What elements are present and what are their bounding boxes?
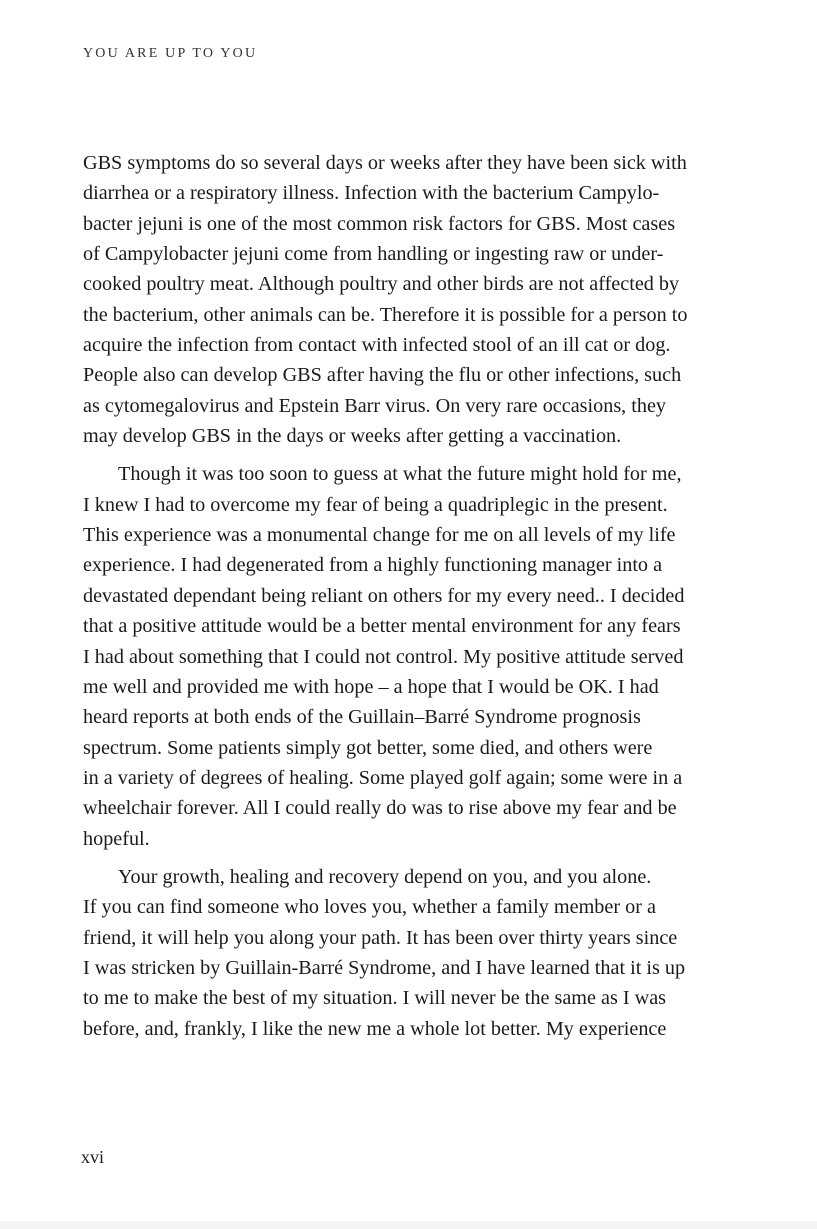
text-line: I knew I had to overcome my fear of being a quadriplegic in the present. — [83, 493, 668, 516]
text-line: If you can find someone who loves you, whether a family member or a — [83, 896, 656, 919]
bottom-edge-shade — [0, 1221, 817, 1229]
text-line: I was stricken by Guillain-Barré Syndrome, and I have learned that it is up — [83, 956, 686, 979]
text-line: devastated dependant being reliant on others for my every need.. I decided — [83, 584, 685, 607]
text-line: acquire the infection from contact with infected stool of an ill cat or dog. — [83, 334, 671, 357]
text-line: may develop GBS in the days or weeks after getting a vaccination. — [83, 425, 622, 448]
text-line: me well and provided me with hope – a hope that I would be OK. I had — [83, 675, 659, 698]
text-line: I had about something that I could not control. My positive attitude served — [83, 645, 684, 668]
text-line: hopeful. — [83, 827, 150, 850]
text-line: that a positive attitude would be a better mental environment for any fears — [83, 615, 681, 638]
text-line: diarrhea or a respiratory illness. Infection with the bacterium Campylo- — [83, 182, 660, 205]
text-line: Though it was too soon to guess at what the future might hold for me, — [118, 463, 682, 486]
text-line: GBS symptoms do so several days or weeks after they have been sick with — [83, 152, 687, 174]
text-line: spectrum. Some patients simply got better, some died, and others were — [83, 736, 653, 759]
paragraph-2 — [83, 459, 723, 853]
paragraph-1 — [83, 148, 723, 451]
paragraph-3 — [83, 862, 723, 1044]
text-line: of Campylobacter jejuni come from handling or ingesting raw or under- — [83, 243, 664, 266]
text-line: Your growth, healing and recovery depend on you, and you alone. — [118, 865, 652, 888]
text-line: heard reports at both ends of the Guillain–Barré Syndrome prognosis — [83, 706, 641, 729]
text-line: the bacterium, other animals can be. Therefore it is possible for a person to — [83, 303, 688, 326]
text-line: People also can develop GBS after having the flu or other infections, such — [83, 364, 682, 387]
text-line: This experience was a monumental change for me on all levels of my life — [83, 524, 676, 547]
running-head: YOU ARE UP TO YOU — [83, 46, 258, 61]
body-text — [83, 148, 723, 1044]
text-line: friend, it will help you along your path. It has been over thirty years since — [83, 926, 678, 949]
text-line: to me to make the best of my situation. I will never be the same as I was — [83, 987, 667, 1010]
text-line: before, and, frankly, I like the new me a whole lot better. My experience — [83, 1017, 667, 1040]
page-number: xvi — [81, 1147, 105, 1167]
text-line: experience. I had degenerated from a highly functioning manager into a — [83, 554, 663, 577]
text-line: in a variety of degrees of healing. Some played golf again; some were in a — [83, 766, 683, 789]
text-line: cooked poultry meat. Although poultry and other birds are not affected by — [83, 273, 680, 296]
text-line: wheelchair forever. All I could really do was to rise above my fear and be — [83, 797, 677, 820]
text-line: bacter jejuni is one of the most common risk factors for GBS. Most cases — [83, 212, 676, 235]
text-line: as cytomegalovirus and Epstein Barr virus. On very rare occasions, they — [83, 394, 667, 417]
